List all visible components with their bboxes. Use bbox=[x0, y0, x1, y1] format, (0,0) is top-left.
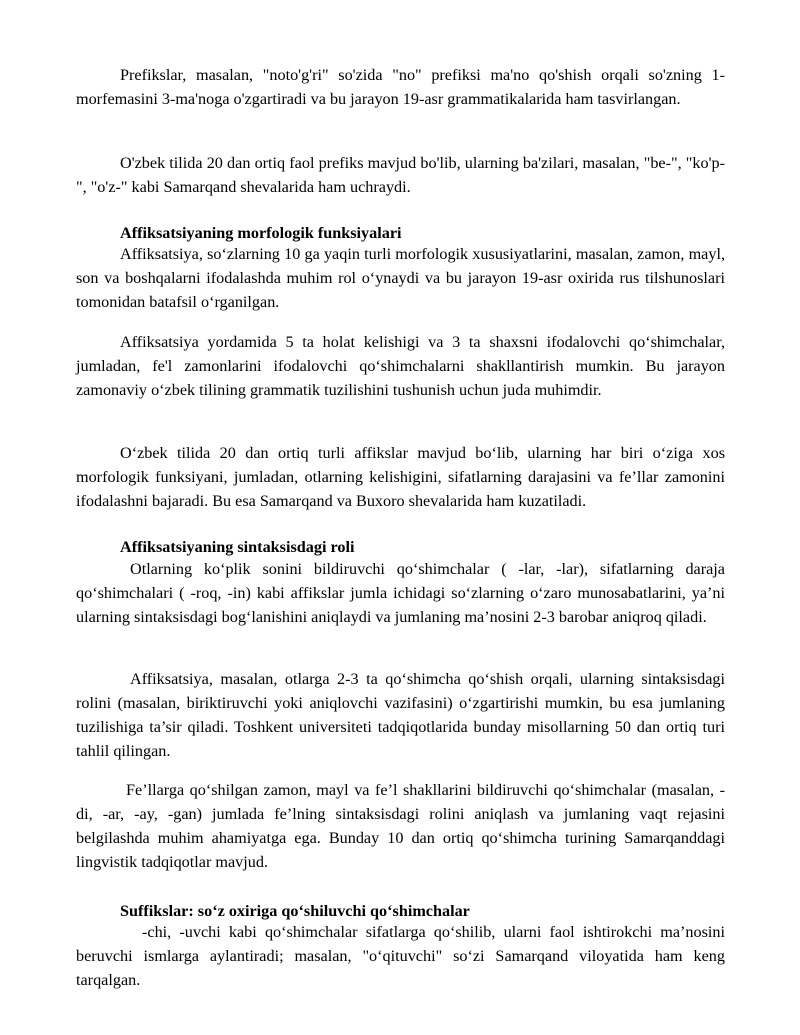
heading-suffixes: Suffikslar: so‘z oxiriga qo‘shiluvchi qo‘shimchalar bbox=[120, 902, 470, 920]
paragraph-case-person-suffixes: Affiksatsiya yordamida 5 ta holat kelishigi va 3 ta shaxsni ifodalovchi qo‘shimchalar, jumladan, fe'l zamonlarini ifodalovchi qo‘shimchalarni shakllantirish mumkin. Bu jarayon zamonaviy o‘zbek tilining grammatik tuzilishini tushunish uchun juda muhimdir. bbox=[76, 333, 725, 399]
paragraph-prefix-count: O'zbek tilida 20 dan ortiq faol prefiks mavjud bo'lib, ularning ba'zilari, masalan, "be-", "ko'p-", "o'z-" kabi Samarqand shevalarida ham uchraydi. bbox=[76, 154, 725, 196]
heading-syntactic-role: Affiksatsiyaning sintaksisdagi roli bbox=[120, 538, 355, 556]
paragraph-verb-suffixes: Fe’llarga qo‘shilgan zamon, mayl va fe’l shakllarini bildiruvchi qo‘shimchalar (masalan, -di, -ar, -ay, -gan) jumlada fe’lning sintaksisdagi rolini aniqlash va jumlaning vaqt rejasini belgilashda muhim ahamiyatga ega. Bunday 10 dan ortiq qo‘shimcha turining Samarqanddagi lingvistik tadqiqotlar mavjud. bbox=[76, 781, 725, 871]
paragraph-plural-degree-suffixes: Otlarning ko‘plik sonini bildiruvchi qo‘shimchalar ( -lar, -lar), sifatlarning daraja qo‘shimchalari ( -roq, -in) kabi affikslar jumla ichidagi so‘zlarning o‘zaro munosabatlarini, ya’ni ularning sintaksisdagi bog‘lanishini aniqlaydi va jumlaning ma’nosini 2-3 barobar aniqroq qiladi. bbox=[76, 560, 725, 626]
paragraph-agent-suffixes: -chi, -uvchi kabi qo‘shimchalar sifatlarga qo‘shilib, ularni faol ishtirokchi ma’nosini beruvchi ismlarga aylantiradi; masalan, "o‘qituvchi" so‘zi Samarqand viloyatida ham keng tarqalgan. bbox=[76, 923, 725, 989]
paragraph-syntactic-change: Affiksatsiya, masalan, otlarga 2-3 ta qo‘shimcha qo‘shish orqali, ularning sintaksisdagi rolini (masalan, biriktiruvchi yoki aniqlovchi vazifasini) o‘zgartirishi mumkin, bu esa jumlaning tuzilishiga ta’sir qiladi. Toshkent universiteti tadqiqotlarida bunday misollarning 50 dan ortiq turi tahlil qilingan. bbox=[76, 670, 725, 760]
paragraph-affix-functions: O‘zbek tilida 20 dan ortiq turli affikslar mavjud bo‘lib, ularning har biri o‘ziga xos morfologik funksiyani, jumladan, otlarning kelishigini, sifatlarning darajasini va fe’llar zamonini ifodalashni bajaradi. Bu esa Samarqand va Buxoro shevalarida ham kuzatiladi. bbox=[76, 444, 725, 510]
paragraph-prefixes-meaning: Prefikslar, masalan, "noto'g'ri" so'zida "no" prefiksi ma'no qo'shish orqali so'zning 1-morfemasini 3-ma'noga o'zgartiradi va bu jarayon 19-asr grammatikalarida ham tasvirlangan. bbox=[76, 66, 725, 108]
paragraph-morphological-features: Affiksatsiya, so‘zlarning 10 ga yaqin turli morfologik xususiyatlarini, masalan, zamon, mayl, son va boshqalarni ifodalashda muhim rol o‘ynaydi va bu jarayon 19-asr oxirida rus tilshunoslari tomonidan batafsil o‘rganilgan. bbox=[76, 245, 725, 311]
heading-morphological-functions: Affiksatsiyaning morfologik funksiyalari bbox=[120, 224, 402, 242]
